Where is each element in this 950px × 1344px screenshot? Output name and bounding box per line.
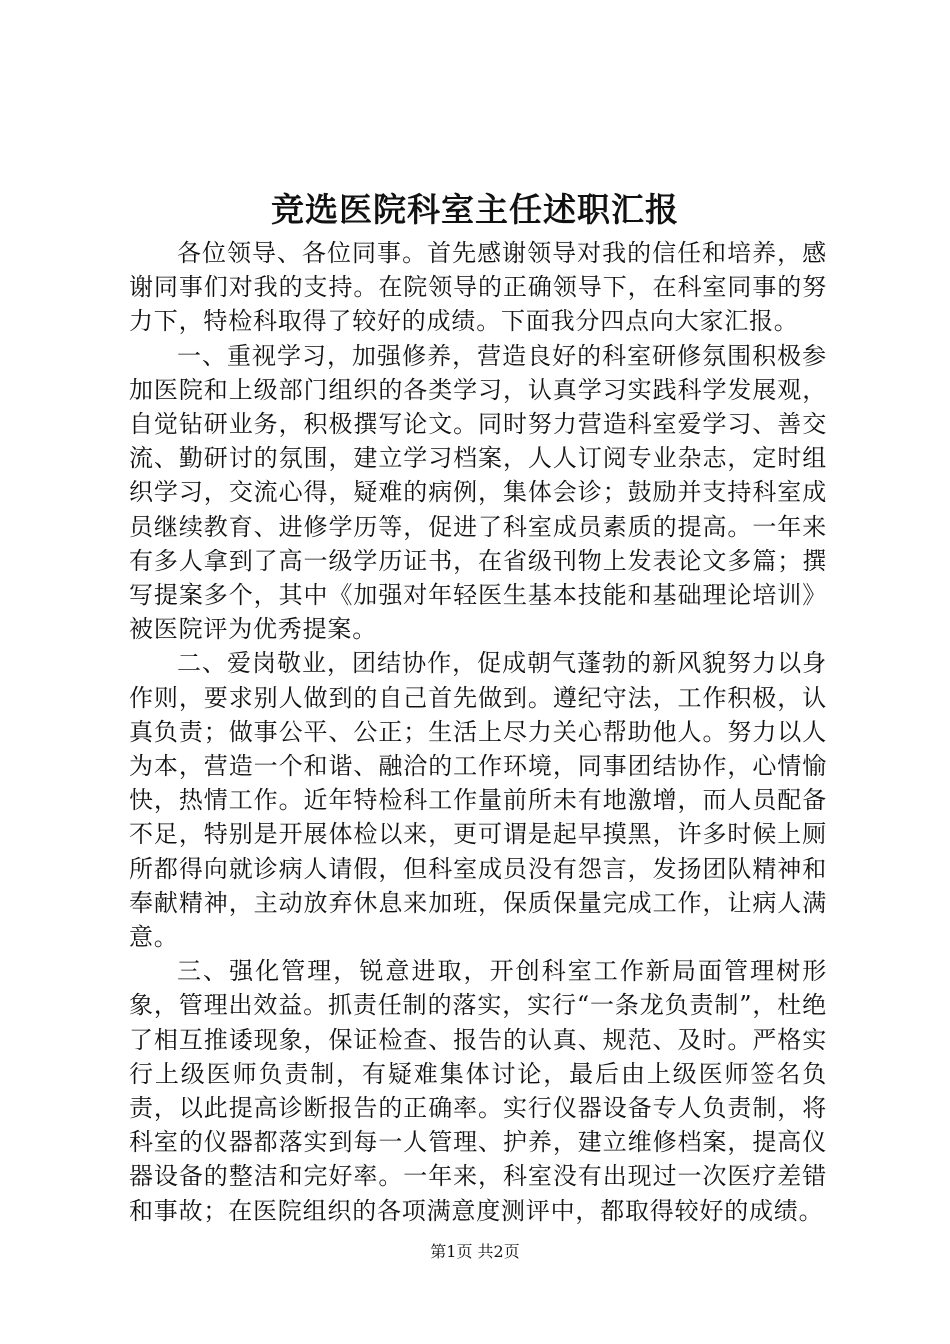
document-title: 竞选医院科室主任述职汇报: [271, 190, 679, 229]
paragraph-section-1: 一、重视学习，加强修养，营造良好的科室研修氛围积极参加医院和上级部门组织的各类学习，认真学习实践科学发展观，自觉钻研业务，积极撰写论文。同时努力营造科室爱学习、善交流、勤研讨的氛围，建立学习档案，人人订阅专业杂志，定时组织学习，交流心得，疑难的病例，集体会诊；鼓励并支持科室成员继续教育、进修学历等，促进了科室成员素质的提高。一年来有多人拿到了高一级学历证书，在省级刊物上发表论文多篇；撰写提案多个，其中《加强对年轻医生基本技能和基础理论培训》被医院评为优秀提案。: [129, 341, 827, 644]
document-body: [129, 236, 827, 1228]
page-number-footer: 第1页 共2页: [430, 1242, 520, 1261]
paragraph-section-2: 二、爱岗敬业，团结协作，促成朝气蓬勃的新风貌努力以身作则，要求别人做到的自己首先做到。遵纪守法，工作积极，认真负责；做事公平、公正；生活上尽力关心帮助他人。努力以人为本，营造一个和谐、融洽的工作环境，同事团结协作，心情愉快，热情工作。近年特检科工作量前所未有地激增，而人员配备不足，特别是开展体检以来，更可谓是起早摸黑，许多时候上厕所都得向就诊病人请假，但科室成员没有怨言，发扬团队精神和奉献精神，主动放弃休息来加班，保质保量完成工作，让病人满意。: [129, 649, 827, 952]
paragraph-section-3: 三、强化管理，锐意进取，开创科室工作新局面管理树形象，管理出效益。抓责任制的落实，实行“一条龙负责制”，杜绝了相互推诿现象，保证检查、报告的认真、规范、及时。严格实行上级医师负责制，有疑难集体讨论，最后由上级医师签名负责，以此提高诊断报告的正确率。实行仪器设备专人负责制，将科室的仪器都落实到每一人管理、护养，建立维修档案，提高仪器设备的整洁和完好率。一年来，科室没有出现过一次医疗差错和事故；在医院组织的各项满意度测评中，都取得较好的成绩。: [129, 957, 827, 1225]
paragraph-intro: 各位领导、各位同事。首先感谢领导对我的信任和培养，感谢同事们对我的支持。在院领导的正确领导下，在科室同事的努力下，特检科取得了较好的成绩。下面我分四点向大家汇报。: [129, 239, 827, 336]
